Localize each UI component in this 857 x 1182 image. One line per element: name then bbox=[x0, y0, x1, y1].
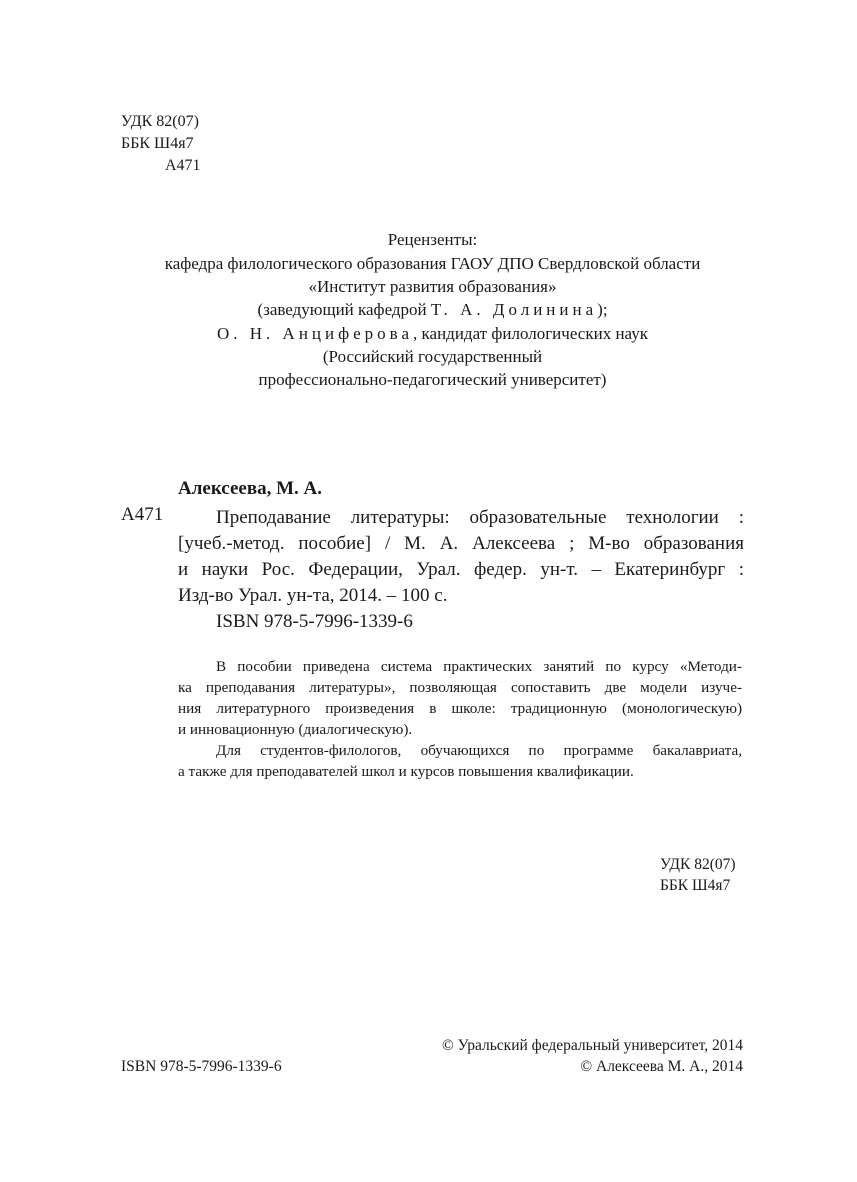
entry-title-line2: [учеб.-метод. пособие] / М. А. Алексеева ; М-во образования bbox=[178, 533, 744, 554]
annotation-line5: Для студентов-филологов, обучающихся по программе бакалавриата, bbox=[216, 742, 742, 759]
reviewer-head bbox=[0, 298, 857, 322]
copyright-author: © Алексеева М. А., 2014 bbox=[580, 1058, 743, 1075]
reviewer-person-title: , кандидат филологических наук bbox=[413, 324, 648, 343]
reviewer-head-name: Т. А. Долинина bbox=[430, 300, 598, 319]
footer-isbn: ISBN 978-5-7996-1339-6 bbox=[121, 1058, 282, 1075]
entry-title-line4: Изд-во Урал. ун-та, 2014. – 100 с. bbox=[178, 585, 448, 606]
entry-title-line3: и науки Рос. Федерации, Урал. федер. ун-т. – Екатеринбург : bbox=[178, 559, 744, 580]
entry-author-sign: А471 bbox=[121, 504, 164, 525]
reviewers-heading: Рецензенты: bbox=[387, 230, 478, 249]
annotation-line6: а также для преподавателей школ и курсов повышения квалификации. bbox=[178, 763, 634, 780]
reviewer-university-line2: профессионально-педагогический университет) bbox=[258, 370, 607, 389]
reviewer-person bbox=[0, 322, 857, 346]
bbk-code: ББК Ш4я7 bbox=[121, 135, 194, 152]
bbk-code-bottom: ББК Ш4я7 bbox=[660, 877, 731, 894]
reviewer-head-prefix: (заведующий кафедрой bbox=[257, 300, 431, 319]
entry-author: Алексеева, М. А. bbox=[178, 478, 322, 499]
udk-code-bottom: УДК 82(07) bbox=[660, 856, 736, 873]
annotation-line3: ния литературного произведения в школе: традиционную (монологическую) bbox=[178, 700, 742, 717]
annotation-line2: ка преподавания литературы», позволяющая сопоставить две модели изуче- bbox=[178, 679, 742, 696]
entry-isbn: ISBN 978-5-7996-1339-6 bbox=[216, 611, 413, 632]
annotation-line4: и инновационную (диалогическую). bbox=[178, 721, 413, 738]
udk-code: УДК 82(07) bbox=[121, 113, 199, 130]
reviewer-person-name: О. Н. Анциферова bbox=[216, 324, 414, 343]
author-sign-code: А471 bbox=[165, 157, 201, 174]
entry-title-line1: Преподавание литературы: образовательные технологии : bbox=[216, 507, 744, 528]
copyright-university: © Уральский федеральный университет, 2014 bbox=[441, 1037, 743, 1054]
annotation-line1: В пособии приведена система практических занятий по курсу «Методи- bbox=[216, 658, 742, 675]
reviewer-university-line1: (Российский государственный bbox=[322, 347, 543, 366]
reviewer-institute: «Институт развития образования» bbox=[308, 277, 557, 296]
reviewer-department: кафедра филологического образования ГАОУ ДПО Свердловской области bbox=[164, 254, 701, 273]
reviewer-head-suffix: ); bbox=[597, 300, 608, 319]
